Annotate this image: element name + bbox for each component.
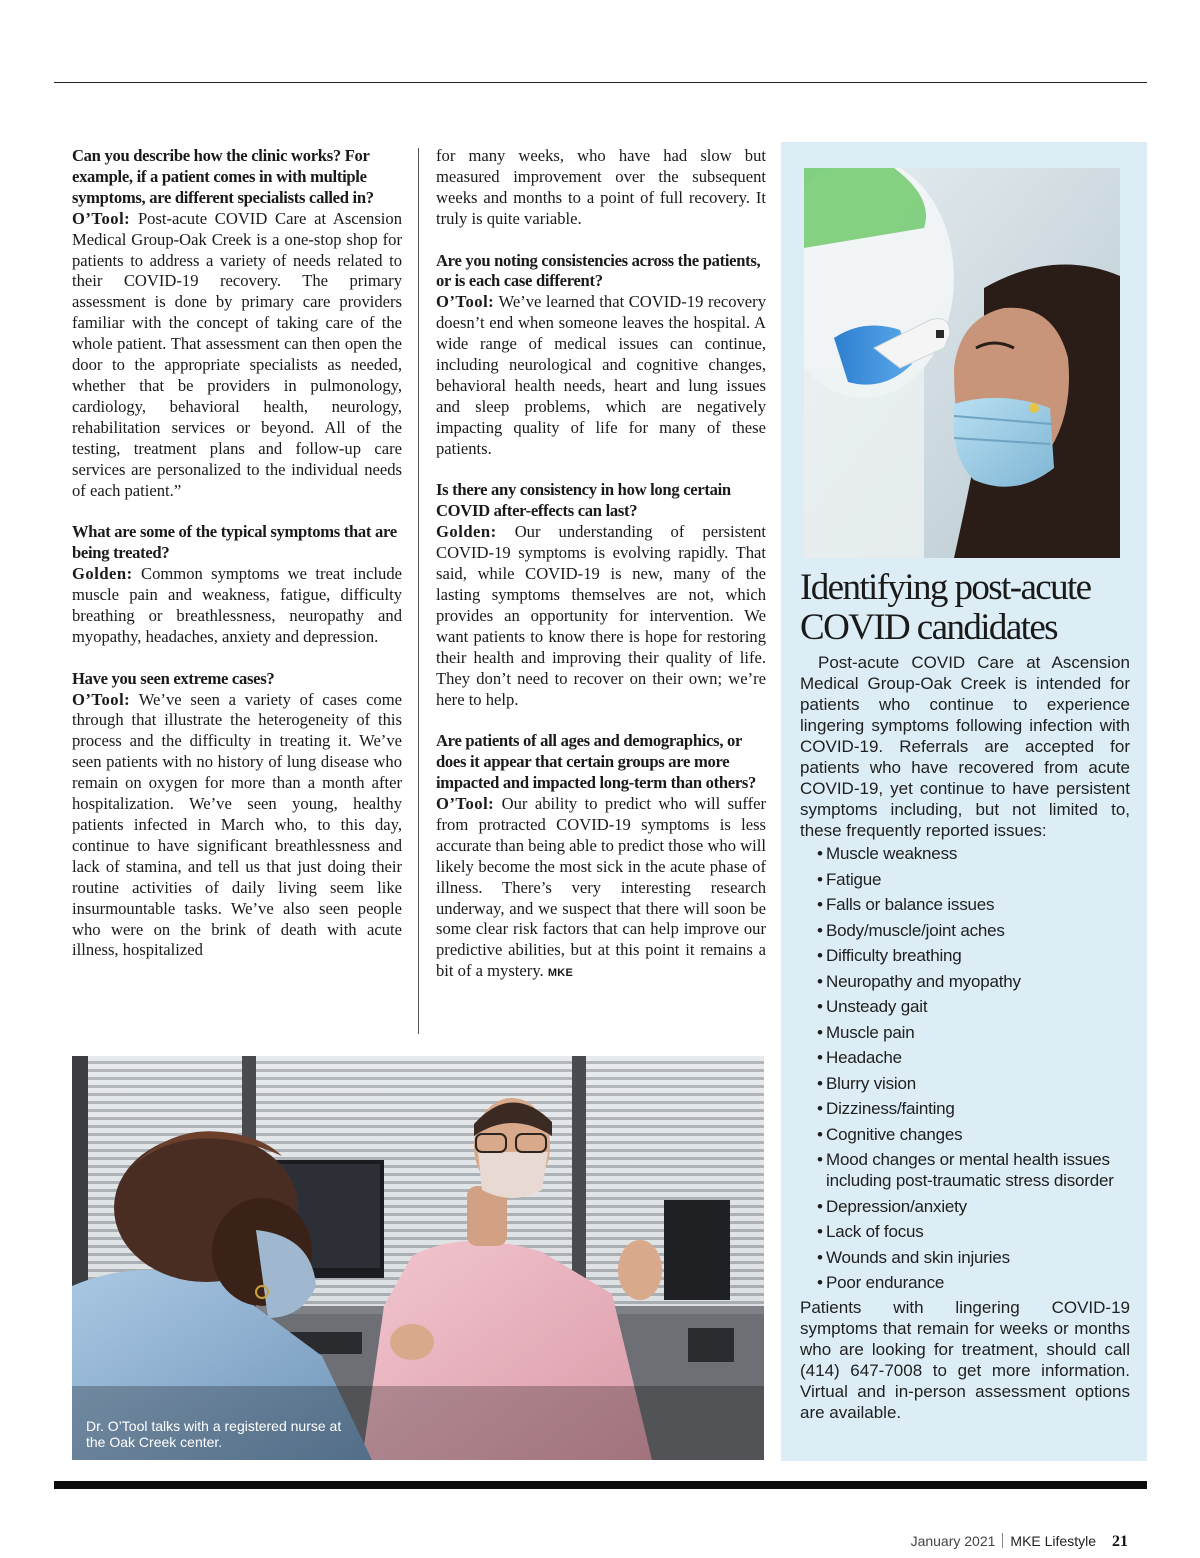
end-mark: MKE	[547, 967, 574, 980]
list-item: • Muscle pain	[817, 1022, 915, 1042]
speaker-name: Golden:	[436, 522, 497, 542]
list-item: • Poor endurance	[817, 1273, 945, 1292]
list-item: • Mood changes or mental health issues including post-traumatic stress disorder	[817, 1150, 1114, 1190]
question-heading: Are you noting consistencies across the patients, or is each case different?	[436, 250, 761, 291]
office-photo	[72, 1056, 764, 1460]
list-item: • Wounds and skin injuries	[817, 1247, 1010, 1267]
temperature-check-illustration	[804, 168, 1120, 558]
top-rule	[54, 82, 1147, 83]
temperature-check-photo	[804, 168, 1120, 558]
bottom-rule	[54, 1481, 1147, 1489]
answer-text: We’ve learned that COVID-19 recovery doesn’t end when someone leaves the hospital. A wide range of medical issues can continue, including neurological and cognitive changes, behavioral health needs, heart and lung issues and sleep problems, which are negatively impacting quality of life for many of these patients.	[436, 292, 766, 458]
sidebar-outro: Patients with lingering COVID-19 symptoms that remain for weeks or months who are looking for treatment, should call (414) 647-7008 to get more information. Virtual and in-person assessment options are available.	[800, 1297, 1130, 1422]
list-item: • Unsteady gait	[817, 997, 928, 1016]
list-item: • Body/muscle/joint aches	[817, 920, 1005, 940]
list-item: • Cognitive changes	[817, 1124, 963, 1144]
question-heading: Are patients of all ages and demographics, or does it appear that certain groups are more impacted and impacted long-term than others?	[436, 731, 757, 793]
question-heading: Is there any consistency in how long certain COVID after-effects can last?	[436, 480, 731, 521]
list-item: • Depression/anxiety	[817, 1196, 967, 1216]
answer-paragraph	[436, 794, 766, 984]
page-footer	[911, 1533, 1128, 1551]
answer-paragraph	[72, 690, 402, 962]
speaker-name: O’Tool:	[436, 794, 495, 814]
answer-text: Post-acute COVID Care at Ascension Medical Group-Oak Creek is a one-stop shop for patients to address a variety of needs related to their COVID-19 recovery. The primary assessment is done by primary care providers familiar with the concept of taking care of the whole patient. That assessment can then open the door to the appropriate specialists as needed, whether that be providers in pulmonology, cardiology, behavioral health, neurology, rehabilitation services or beyond. All of the testing, treatment plans and follow-up care services are personalized to the individual needs of each patient.”	[72, 208, 402, 500]
list-item: • Fatigue	[817, 869, 882, 889]
answer-text: Our understanding of persistent COVID-19 symptoms is evolving rapidly. That said, while COVID-19 is new, many of the lasting symptoms themselves are not, which provides an opportunity for intervention. We want patients to know there is hope for restoring their health and improving their quality of life. They don’t need to recover on their own; we’re here to help.	[436, 522, 766, 709]
list-item: • Lack of focus	[817, 1222, 924, 1241]
continued-text: for many weeks, who have had slow but measured improvement over the subsequent weeks and months to a point of full recovery. It truly is quite variable.	[436, 146, 766, 228]
list-item: • Blurry vision	[817, 1073, 916, 1093]
answer-paragraph	[436, 292, 766, 459]
column-divider	[418, 148, 419, 1034]
speaker-name: O’Tool:	[436, 292, 495, 312]
list-item: • Falls or balance issues	[817, 895, 995, 914]
list-item: • Muscle weakness	[817, 844, 958, 863]
sidebar-intro: Post-acute COVID Care at Ascension Medical Group-Oak Creek is intended for patients who continue to experience lingering symptoms following infection with COVID-19. Referrals are accepted for patients who have recovered from acute COVID-19, yet continue to have persistent symptoms including, but not limited to, these frequently reported issues:	[800, 653, 1130, 840]
article-column-1	[72, 146, 402, 961]
list-item: • Neuropathy and myopathy	[817, 971, 1021, 991]
article-column-2	[436, 146, 766, 984]
answer-paragraph	[72, 209, 402, 502]
photo-caption: Dr. O’Tool talks with a registered nurse at the Oak Creek center.	[86, 1418, 342, 1450]
answer-text: Our ability to predict who will suffer from protracted COVID-19 symptoms is less accurate than being able to predict those who will likely become the most sick in the acute phase of illness. There’s very interesting research underway, and we suspect that there will soon be some clear risk factors that can help improve our predictive abilities, but at this point it remains a bit of a mystery.	[436, 794, 766, 981]
publication-name: MKE Lifestyle	[1010, 1533, 1096, 1549]
speaker-name: O’Tool:	[72, 208, 131, 228]
answer-text: We’ve seen a variety of cases come through that illustrate the heterogeneity of this process and the difficulty in treating it. We’ve seen patients with no history of lung disease who remain on oxygen for more than a month after hospitalization. We’ve seen young, healthy patients infected in March who, to this day, continue to have significant breathlessness and lack of stamina, and tell us that just doing their routine activities of daily living seem like insurmountable tasks. We’ve also seen people who were on the brink of death with acute illness, hospitalized	[72, 689, 402, 960]
list-item: • Headache	[817, 1048, 902, 1067]
list-item: • Difficulty breathing	[817, 946, 962, 965]
office-photo-illustration	[72, 1056, 764, 1460]
list-item: • Dizziness/fainting	[817, 1099, 955, 1118]
answer-paragraph	[436, 522, 766, 710]
question-heading: Have you seen extreme cases?	[72, 668, 275, 688]
speaker-name: Golden:	[72, 564, 133, 584]
question-heading: What are some of the typical symptoms that are being treated?	[72, 522, 397, 563]
sidebar-title: Identifying post-acute COVID candidates	[800, 567, 1091, 648]
issue-date: January 2021	[910, 1533, 996, 1549]
speaker-name: O’Tool:	[72, 689, 131, 709]
sidebar-body	[800, 652, 1130, 1423]
question-heading: Can you describe how the clinic works? For example, if a patient comes in with multiple symptoms, are different specialists called in?	[72, 146, 374, 207]
answer-text: Common symptoms we treat include muscle pain and weakness, fatigue, difficulty breathing or breathlessness, neuropathy and myopathy, headaches, anxiety and depression.	[72, 564, 403, 646]
symptom-list	[800, 843, 1130, 1293]
footer-separator	[1002, 1533, 1003, 1548]
page-number: 21	[1112, 1533, 1128, 1550]
answer-paragraph	[72, 564, 402, 648]
